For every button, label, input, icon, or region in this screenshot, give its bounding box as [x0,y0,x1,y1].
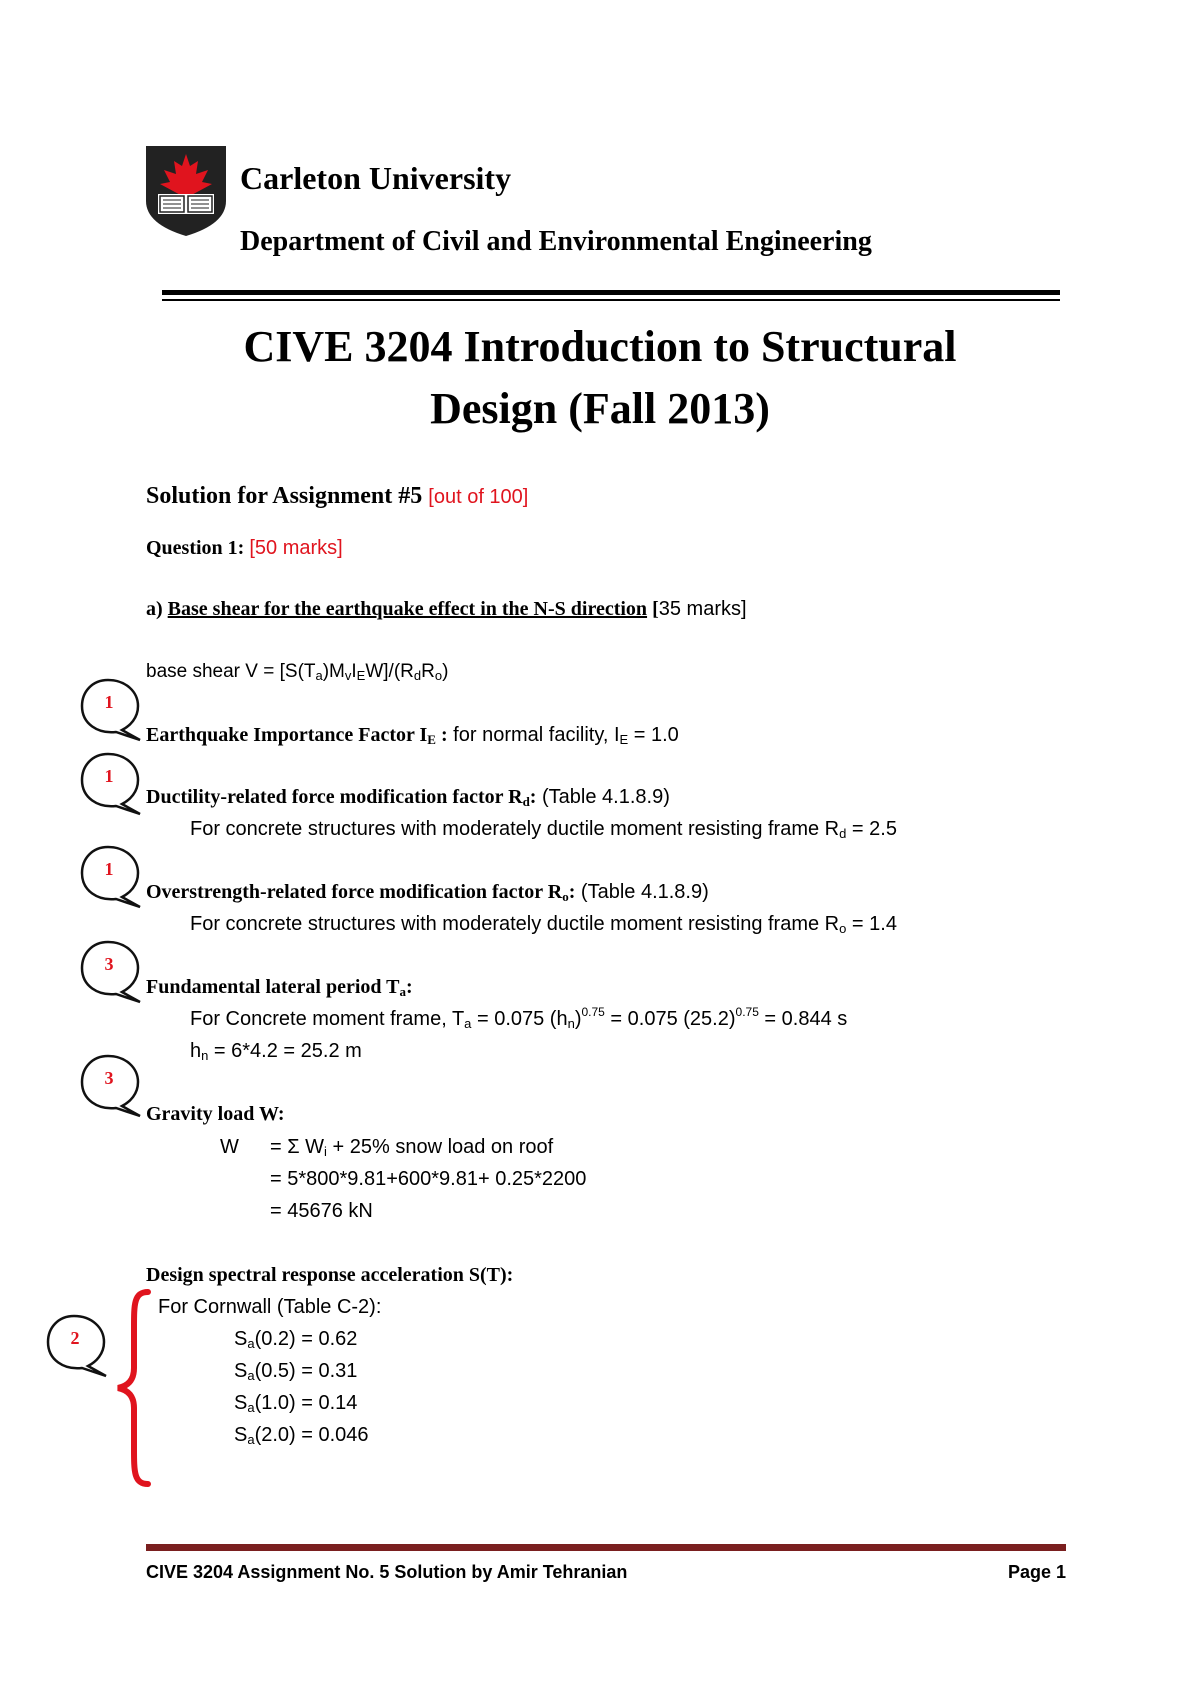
mark-bubble: 1 [82,845,136,899]
mark-bubble: 3 [82,1054,136,1108]
question-label: Question 1: [146,537,245,559]
spectral-value: $S_a(0.5) = 0.31$ [234,1360,358,1383]
part-a-heading [146,596,747,622]
gravity-w-symbol: W [220,1136,239,1158]
gravity-eq-2: = 5*800*9.81+600*9.81+ 0.25*2200 [270,1168,587,1190]
spectral-value: $S_a(2.0) = 0.046$ [234,1424,369,1447]
header-rule-thick [162,290,1060,295]
spectral-location: For Cornwall (Table C-2): [158,1296,382,1318]
ductility-factor: Ductility-related force modification factor $R_d$: (Table 4.1.8.9) [146,786,670,809]
header-rule-thin [162,299,1060,301]
gravity-load-heading: Gravity load W: [146,1103,285,1125]
gravity-eq-3: = 45676 kN [270,1200,373,1222]
part-a-label: Base shear for the earthquake effect in the N-S direction [167,598,648,620]
curly-brace-icon [112,1288,156,1488]
overstrength-detail: For concrete structures with moderately ductile moment resisting frame $R_o = 1.4$ [190,913,897,936]
carleton-shield-logo [146,146,226,236]
solution-label: Solution for Assignment #5 [146,483,423,509]
part-a-prefix: a) [146,598,163,620]
page-title-line-2: Design (Fall 2013) [430,384,770,433]
page-title-line-1: CIVE 3204 Introduction to Structural [243,322,957,371]
period-equation: For Concrete moment frame, $T_a = 0.075$ $(h_n)^{0.75} = 0.075$ $(25.2)^{0.75} = 0.844$ s [190,1005,848,1031]
solution-heading [146,483,528,510]
height-equation: $h_n = 6*4.2 = 25.2$ m [190,1040,362,1063]
question-marks: [50 marks] [249,537,343,559]
spectral-value: $S_a(1.0) = 0.14$ [234,1392,358,1415]
spectral-value: $S_a(0.2) = 0.62$ [234,1328,358,1351]
mark-bubble: 2 [48,1314,102,1368]
solution-marks: [out of 100] [428,486,529,508]
fundamental-period: Fundamental lateral period $T_a$: [146,976,413,999]
overstrength-factor: Overstrength-related force modification factor $R_o$: (Table 4.1.8.9) [146,881,709,904]
university-name: Carleton University [240,160,512,196]
department-name: Department of Civil and Environmental Engineering [240,226,872,257]
importance-factor: Earthquake Importance Factor $I_E$ : for normal facility, $I_E = 1.0$ [146,724,679,747]
mark-bubble: 3 [82,940,136,994]
gravity-eq-1: = Σ $W_i + 25\%$ snow load on roof [270,1136,554,1159]
mark-bubble: 1 [82,678,136,732]
part-a-marks-open: [ [652,598,659,620]
question-heading [146,535,343,561]
mark-bubble: 1 [82,752,136,806]
spectral-heading: Design spectral response acceleration S(T): [146,1264,514,1286]
part-a-marks: 35 marks] [658,598,747,620]
base-shear-formula: base shear $V = [S(T_a)M_vI_EW]/(R_dR_o)$ [146,661,449,683]
page-number: Page 1 [1007,1562,1066,1582]
ductility-detail: For concrete structures with moderately ductile moment resisting frame $R_d = 2.5$ [190,818,897,841]
footer-left: CIVE 3204 Assignment No. 5 Solution by Amir Tehranian [146,1562,628,1582]
footer-rule [146,1544,1066,1551]
